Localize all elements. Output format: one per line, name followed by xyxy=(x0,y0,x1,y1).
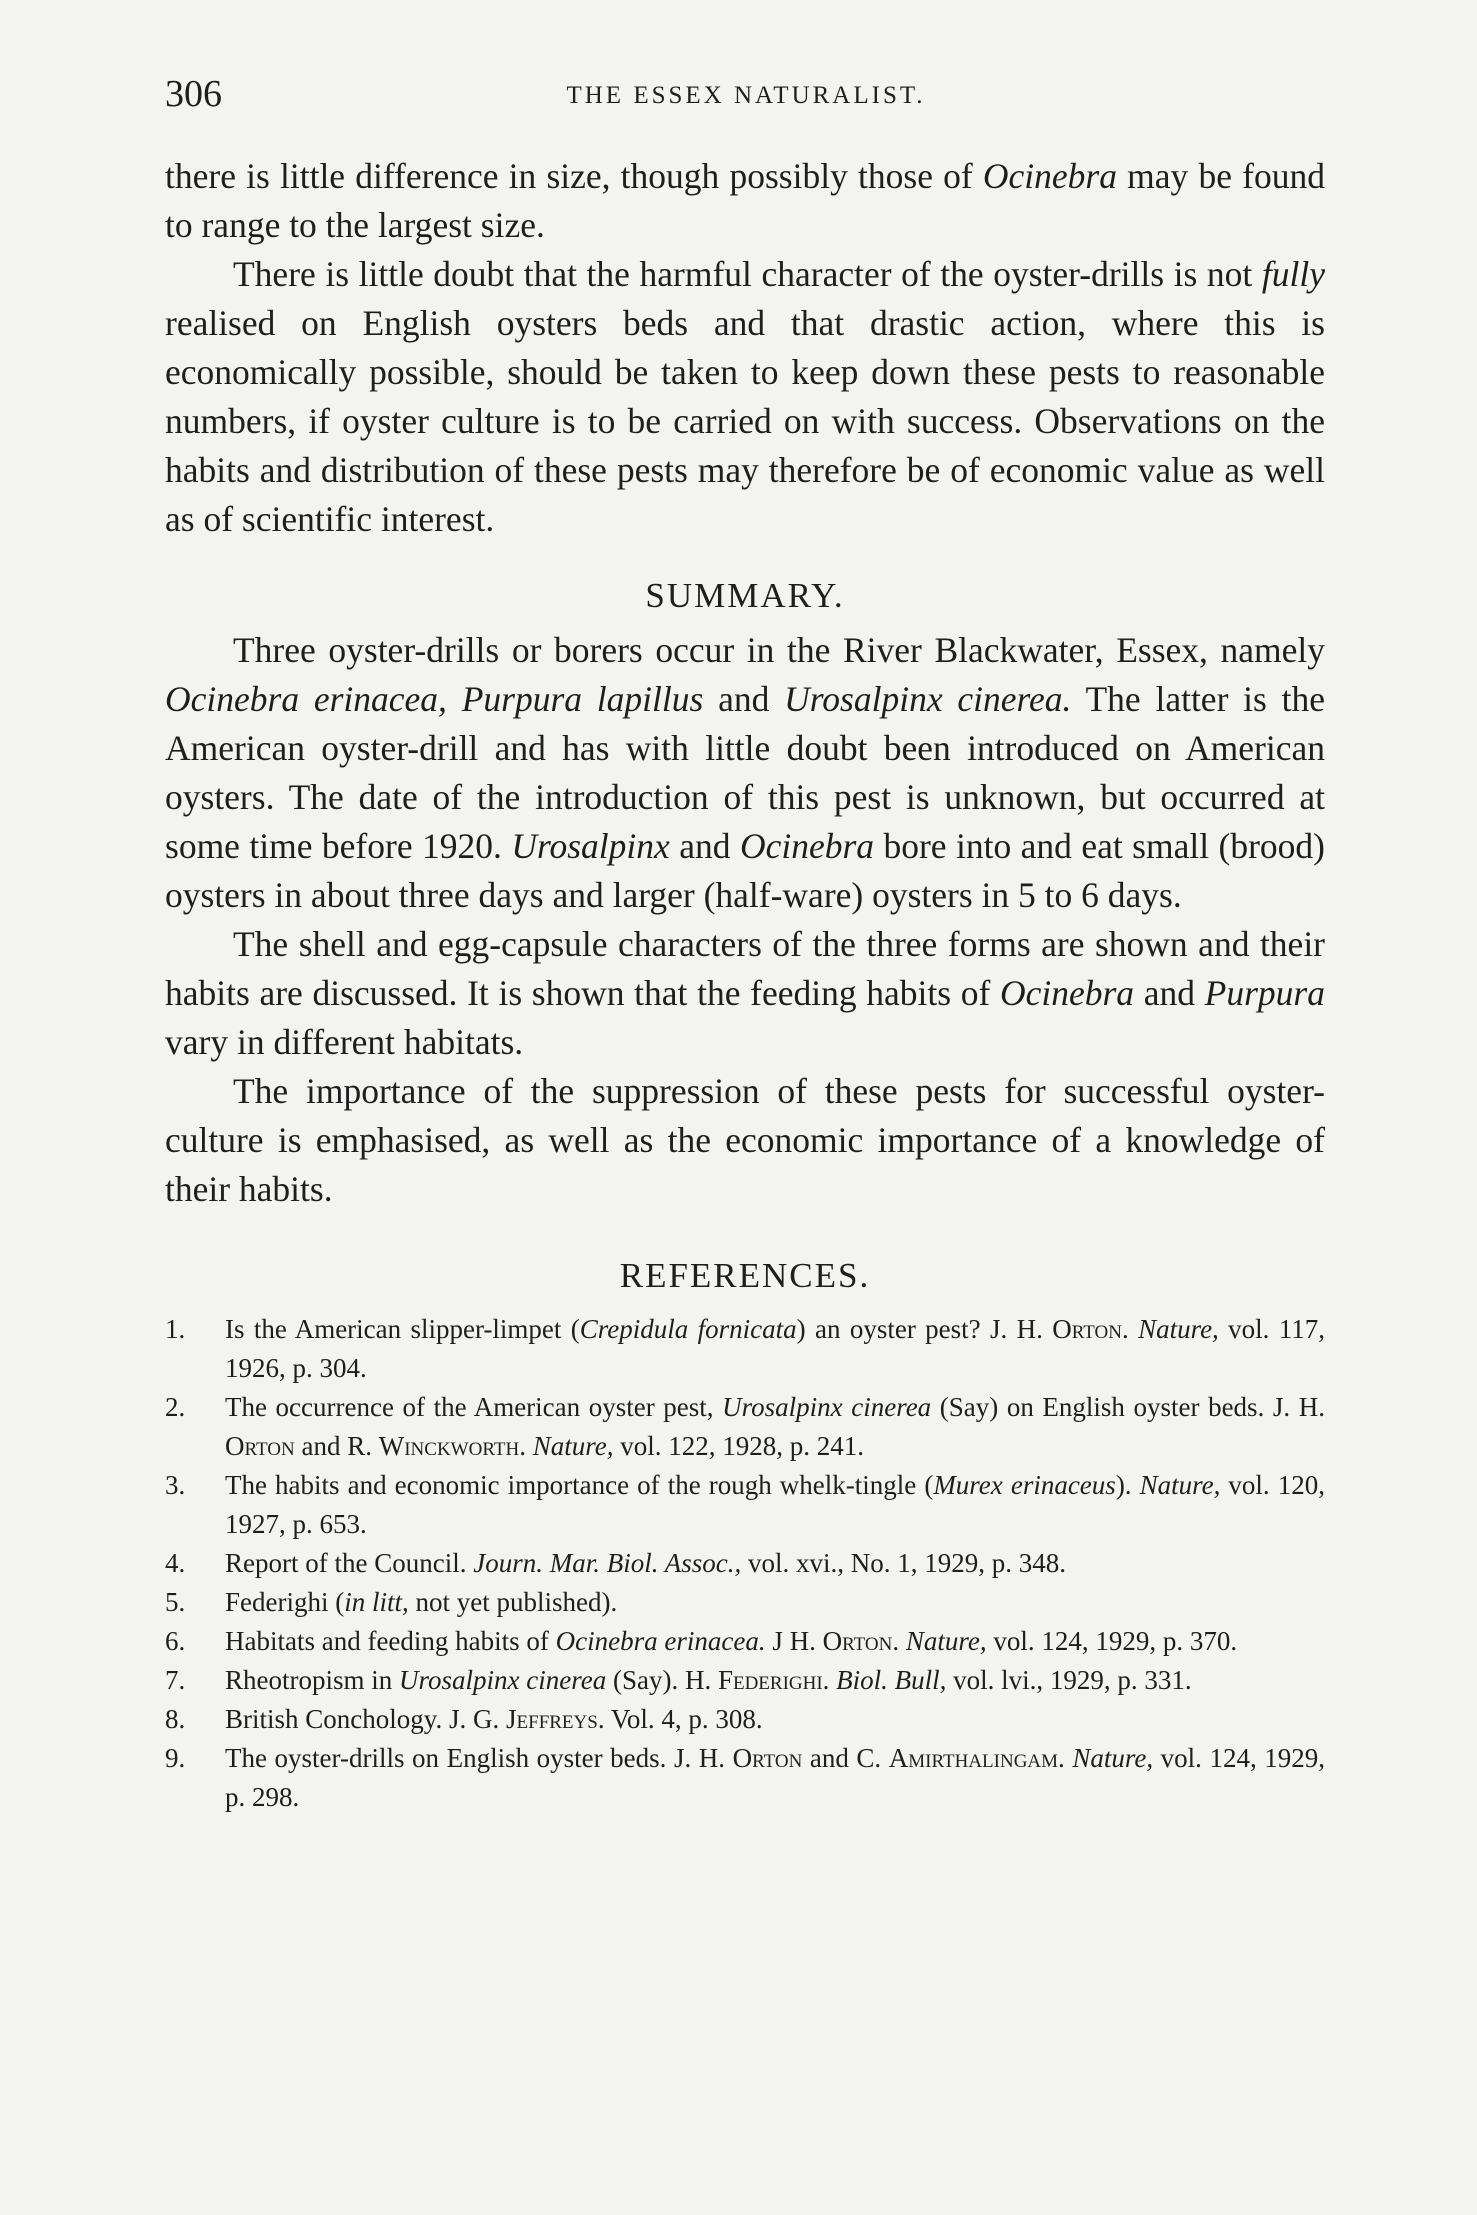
text-run: vol. 122, 1928, p. 241. xyxy=(613,1431,864,1461)
text-run: . xyxy=(822,1665,837,1695)
text-run: (Say). H. xyxy=(606,1665,718,1695)
italic-text: Nature, xyxy=(532,1431,614,1461)
text-run: realised on English oysters beds and that drastic action, where this is economically possible, should be taken to keep down these pests to reasonable numbers, if oyster culture is to be carried on with success. Observations on the habits and distribution of these pests may therefore be of economic value as well as of scientific interest. xyxy=(165,303,1325,539)
running-title: THE ESSEX NATURALIST. xyxy=(566,82,926,109)
text-run: . xyxy=(1058,1743,1073,1773)
reference-number: 4. xyxy=(165,1548,186,1578)
reference-text xyxy=(225,1743,1325,1812)
summary-paragraph xyxy=(165,920,1325,1067)
italic-text: Urosalpinx cinerea xyxy=(722,1392,932,1422)
italic-text: fully xyxy=(1261,254,1325,294)
reference-number: 9. xyxy=(165,1743,186,1773)
reference-item xyxy=(165,1622,1325,1661)
text-run: ). xyxy=(1115,1470,1140,1500)
italic-text: Ocinebra xyxy=(739,826,875,866)
text-run: Rheotropism in xyxy=(225,1665,399,1695)
italic-text: Ocinebra erinacea, Purpura lapillus xyxy=(165,679,704,719)
italic-text: Ocinebra xyxy=(999,973,1135,1013)
page-number: 306 xyxy=(165,73,222,115)
text-run: Report of the Council. xyxy=(225,1548,474,1578)
author-name: Federighi xyxy=(717,1665,823,1695)
italic-text: Urosalpinx cinerea. xyxy=(784,679,1072,719)
italic-text: Urosalpinx cinerea xyxy=(399,1665,607,1695)
author-name: Orton xyxy=(822,1626,893,1656)
text-run: not yet published). xyxy=(408,1587,618,1617)
text-run: The shell and egg-capsule characters of the three forms are shown and their habits are discussed. It is shown that the feeding habits of xyxy=(165,924,1325,1013)
text-run: The occurrence of the American oyster pest, xyxy=(225,1392,723,1422)
body-text xyxy=(165,152,1325,1817)
author-name: Orton xyxy=(732,1743,803,1773)
summary-heading: SUMMARY. xyxy=(645,576,845,615)
reference-item xyxy=(165,1466,1325,1544)
reference-number: 2. xyxy=(165,1392,186,1422)
text-run: ) an oyster pest? J. H. xyxy=(796,1314,1053,1344)
text-run: . Vol. 4, p. 308. xyxy=(597,1704,763,1734)
reference-text xyxy=(225,1704,763,1734)
text-run: . xyxy=(1121,1314,1139,1344)
reference-text xyxy=(225,1665,1192,1695)
author-name: Orton xyxy=(1052,1314,1122,1344)
author-name: Amirthalingam xyxy=(888,1743,1059,1773)
text-run: J H. xyxy=(765,1626,823,1656)
text-run: there is little difference in size, though possibly those of xyxy=(165,156,983,196)
reference-item xyxy=(165,1661,1325,1700)
text-run: The habits and economic importance of the rough whelk-tingle ( xyxy=(225,1470,934,1500)
italic-text: Nature, xyxy=(1138,1314,1219,1344)
text-run: vol. 124, 1929, p. 370. xyxy=(986,1626,1238,1656)
italic-text: Murex erinaceus xyxy=(933,1470,1116,1500)
text-run: vol. 120, 1927, p. 653. xyxy=(225,1470,1325,1539)
reference-number: 7. xyxy=(165,1665,186,1695)
reference-item xyxy=(165,1583,1325,1622)
italic-text: Biol. Bull, xyxy=(836,1665,947,1695)
italic-text: Journ. Mar. Biol. Assoc., xyxy=(473,1548,742,1578)
paragraph xyxy=(165,250,1325,544)
reference-number: 3. xyxy=(165,1470,186,1500)
italic-text: Nature, xyxy=(1139,1470,1221,1500)
references-heading: REFERENCES. xyxy=(619,1256,871,1295)
text-run: and C. xyxy=(802,1743,889,1773)
text-run: vol. 117, 1926, p. 304. xyxy=(225,1314,1326,1383)
reference-item xyxy=(165,1310,1325,1388)
italic-text: Nature, xyxy=(1072,1743,1154,1773)
text-run: . xyxy=(892,1626,906,1656)
author-name: Orton xyxy=(225,1431,295,1461)
author-name: Winckworth xyxy=(378,1431,520,1461)
italic-text: Urosalpinx xyxy=(511,826,670,866)
reference-text xyxy=(225,1548,1066,1578)
reference-text xyxy=(225,1392,1325,1461)
text-run: Habitats and feeding habits of xyxy=(225,1626,556,1656)
reference-item xyxy=(165,1388,1325,1466)
text-run: Three oyster-drills or borers occur in the River Blackwater, Essex, namely xyxy=(233,630,1325,670)
text-run: and xyxy=(669,826,740,866)
text-run: vary in different habitats. xyxy=(165,1022,524,1062)
text-run: The oyster-drills on English oyster beds. J. H. xyxy=(225,1743,733,1773)
summary-paragraph xyxy=(165,1067,1325,1214)
text-run: Is the American slipper-limpet ( xyxy=(225,1314,580,1344)
text-run: The latter is the American oyster-drill and has with little doubt been introduced on American oysters. The date of the introduction of this pest is unknown, but occurred at some time before 1920. xyxy=(165,679,1325,866)
text-run: and xyxy=(703,679,785,719)
reference-list xyxy=(165,1310,1325,1817)
text-run: bore into and eat small (brood) oysters in about three days and larger (half-ware) oysters in 5 to 6 days. xyxy=(165,826,1326,915)
text-run: and R. xyxy=(294,1431,379,1461)
text-run: The importance of the suppression of these pests for successful oyster-culture is emphasised, as well as the economic importance of a knowledge of their habits. xyxy=(165,1071,1325,1209)
reference-number: 8. xyxy=(165,1704,186,1734)
text-run: vol. 124, 1929, p. 298. xyxy=(225,1743,1326,1812)
running-head xyxy=(165,72,1327,122)
text-run: . xyxy=(519,1431,533,1461)
reference-text xyxy=(225,1314,1325,1383)
paragraph xyxy=(165,152,1325,250)
text-run: Federighi ( xyxy=(225,1587,345,1617)
author-name: Jeffreys xyxy=(506,1704,598,1734)
text-run: (Say) on English oyster beds. J. H. xyxy=(931,1392,1325,1422)
text-run: vol. xvi., No. 1, 1929, p. 348. xyxy=(741,1548,1066,1578)
reference-item xyxy=(165,1739,1325,1817)
reference-number: 6. xyxy=(165,1626,186,1656)
reference-number: 5. xyxy=(165,1587,186,1617)
italic-text: Ocinebra erinacea. xyxy=(555,1626,766,1656)
reference-text xyxy=(225,1470,1325,1539)
reference-number: 1. xyxy=(165,1314,186,1344)
italic-text: Purpura xyxy=(1204,973,1325,1013)
italic-text: Ocinebra xyxy=(982,156,1117,196)
reference-item xyxy=(165,1700,1325,1739)
italic-text: Nature, xyxy=(905,1626,987,1656)
italic-text: Crepidula fornicata xyxy=(579,1314,797,1344)
text-run: vol. lvi., 1929, p. 331. xyxy=(946,1665,1192,1695)
reference-text xyxy=(225,1626,1237,1656)
reference-text xyxy=(225,1587,617,1617)
reference-item xyxy=(165,1544,1325,1583)
text-run: and xyxy=(1134,973,1205,1013)
text-run: may be found to range to the largest size. xyxy=(165,156,1325,245)
text-run: There is little doubt that the harmful character of the oyster-drills is not xyxy=(233,254,1262,294)
summary-paragraph xyxy=(165,626,1325,920)
italic-text: in litt, xyxy=(344,1587,409,1617)
text-run: British Conchology. J. G. xyxy=(225,1704,507,1734)
